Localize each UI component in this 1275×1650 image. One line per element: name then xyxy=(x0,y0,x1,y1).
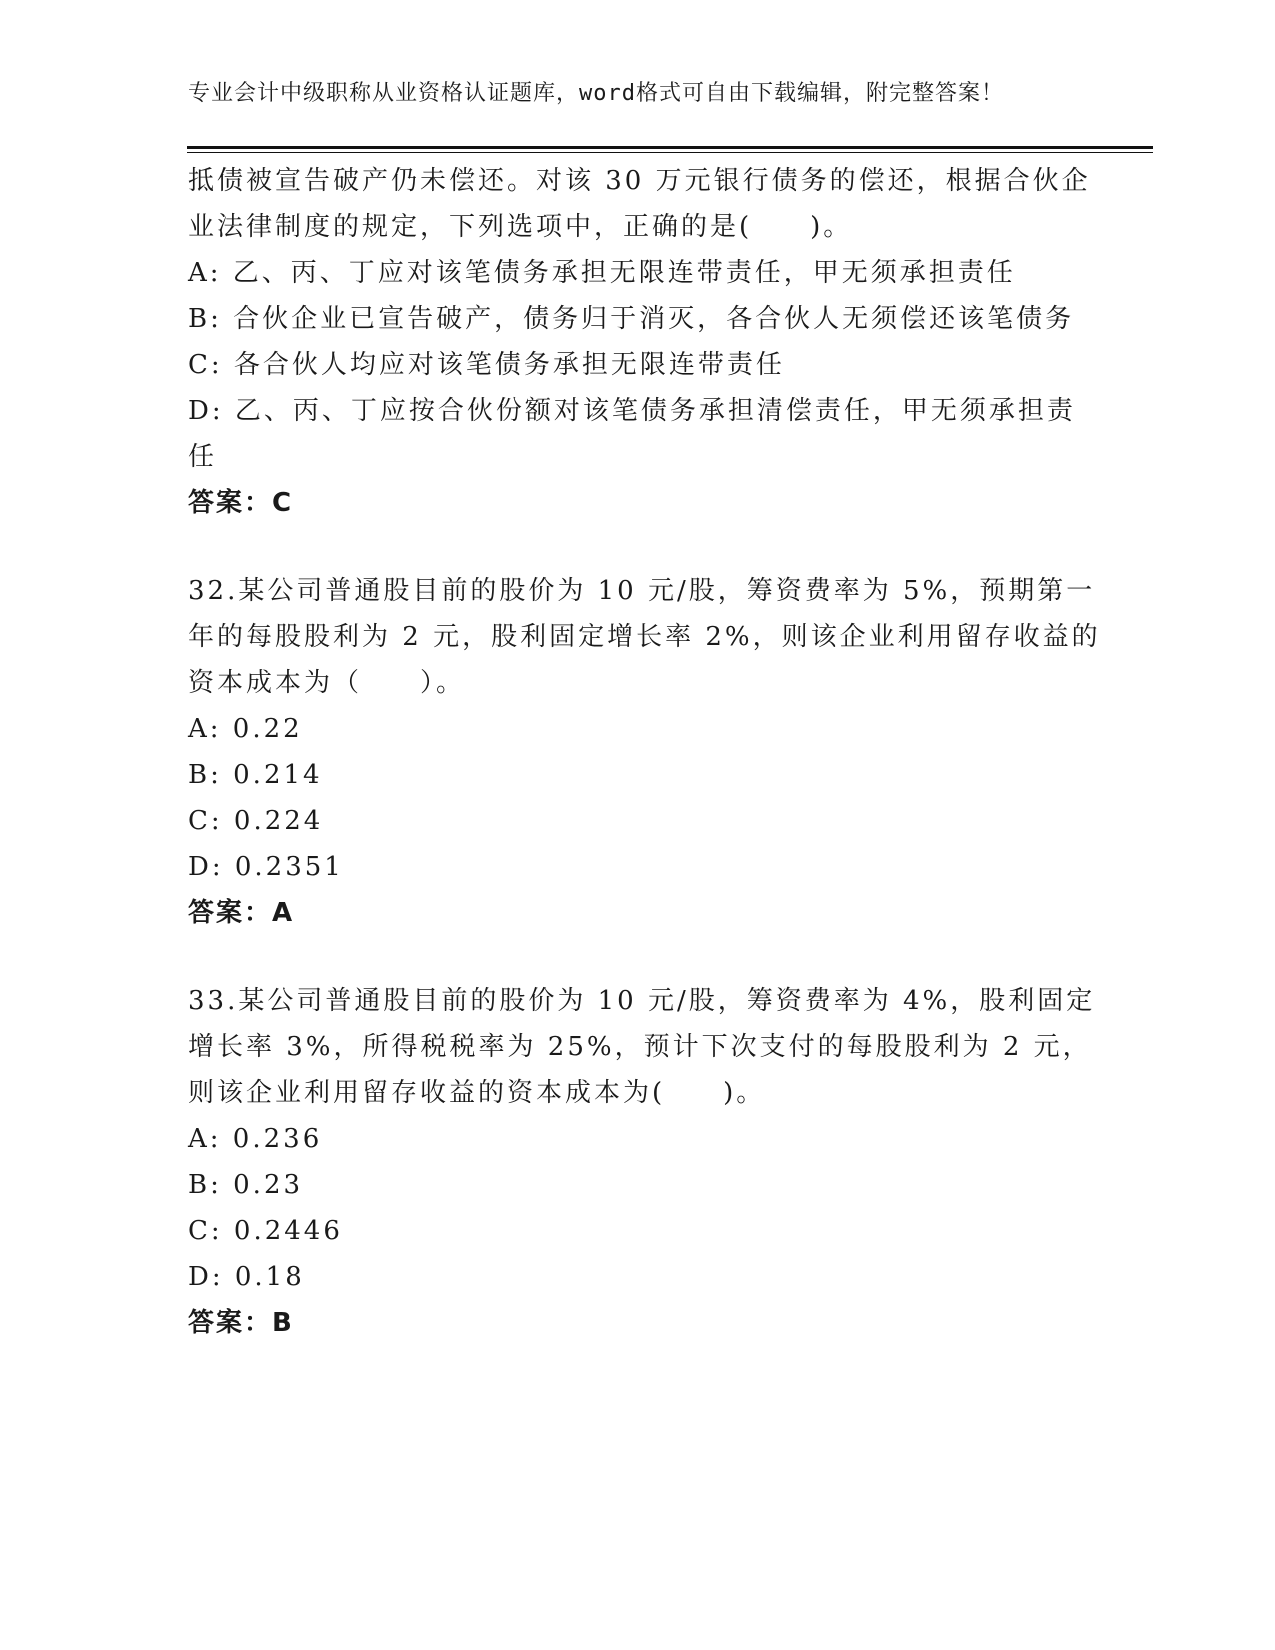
question-stem-line: 32.某公司普通股目前的股价为 10 元/股，筹资费率为 5%，预期第一 xyxy=(188,576,1096,606)
option-a: A: 乙、丙、丁应对该笔债务承担无限连带责任，甲无须承担责任 xyxy=(188,258,1016,288)
question-content xyxy=(188,158,1101,1346)
question-stem-line: 33.某公司普通股目前的股价为 10 元/股，筹资费率为 4%，股利固定 xyxy=(188,986,1096,1016)
question-stem-line: 抵债被宣告破产仍未偿还。对该 30 万元银行债务的偿还，根据合伙企 xyxy=(188,166,1091,196)
answer-label: 答案：B xyxy=(188,1308,294,1338)
option-c: C: 各合伙人均应对该笔债务承担无限连带责任 xyxy=(188,350,785,380)
option-c: C: 0.2446 xyxy=(188,1216,343,1246)
question-31 xyxy=(188,158,1091,526)
question-stem-line: 年的每股股利为 2 元，股利固定增长率 2%，则该企业利用留存收益的 xyxy=(188,622,1101,652)
header-divider xyxy=(187,146,1153,149)
question-spacer xyxy=(188,936,1088,978)
question-stem-line: 资本成本为（ ）。 xyxy=(188,668,466,698)
answer-label: 答案：A xyxy=(188,898,295,928)
question-33 xyxy=(188,978,1096,1346)
header-divider-thin xyxy=(187,152,1153,153)
question-32 xyxy=(188,568,1101,936)
question-stem-line: 则该企业利用留存收益的资本成本为( )。 xyxy=(188,1078,766,1108)
option-d-continued: 任 xyxy=(188,442,218,472)
answer-label: 答案：C xyxy=(188,488,294,518)
question-stem-line: 业法律制度的规定，下列选项中，正确的是( )。 xyxy=(188,212,853,242)
option-d: D: 乙、丙、丁应按合伙份额对该笔债务承担清偿责任，甲无须承担责 xyxy=(188,396,1076,426)
option-b: B: 0.23 xyxy=(188,1170,304,1200)
page-header: 专业会计中级职称从业资格认证题库，word格式可自由下载编辑，附完整答案！ xyxy=(188,81,1004,106)
option-a: A: 0.236 xyxy=(188,1124,323,1154)
option-a: A: 0.22 xyxy=(188,714,303,744)
option-d: D: 0.18 xyxy=(188,1262,305,1292)
option-b: B: 0.214 xyxy=(188,760,323,790)
option-d: D: 0.2351 xyxy=(188,852,344,882)
question-spacer xyxy=(188,526,1088,568)
question-stem-line: 增长率 3%，所得税税率为 25%，预计下次支付的每股股利为 2 元， xyxy=(188,1032,1092,1062)
option-b: B: 合伙企业已宣告破产，债务归于消灭，各合伙人无须偿还该笔债务 xyxy=(188,304,1075,334)
option-c: C: 0.224 xyxy=(188,806,324,836)
